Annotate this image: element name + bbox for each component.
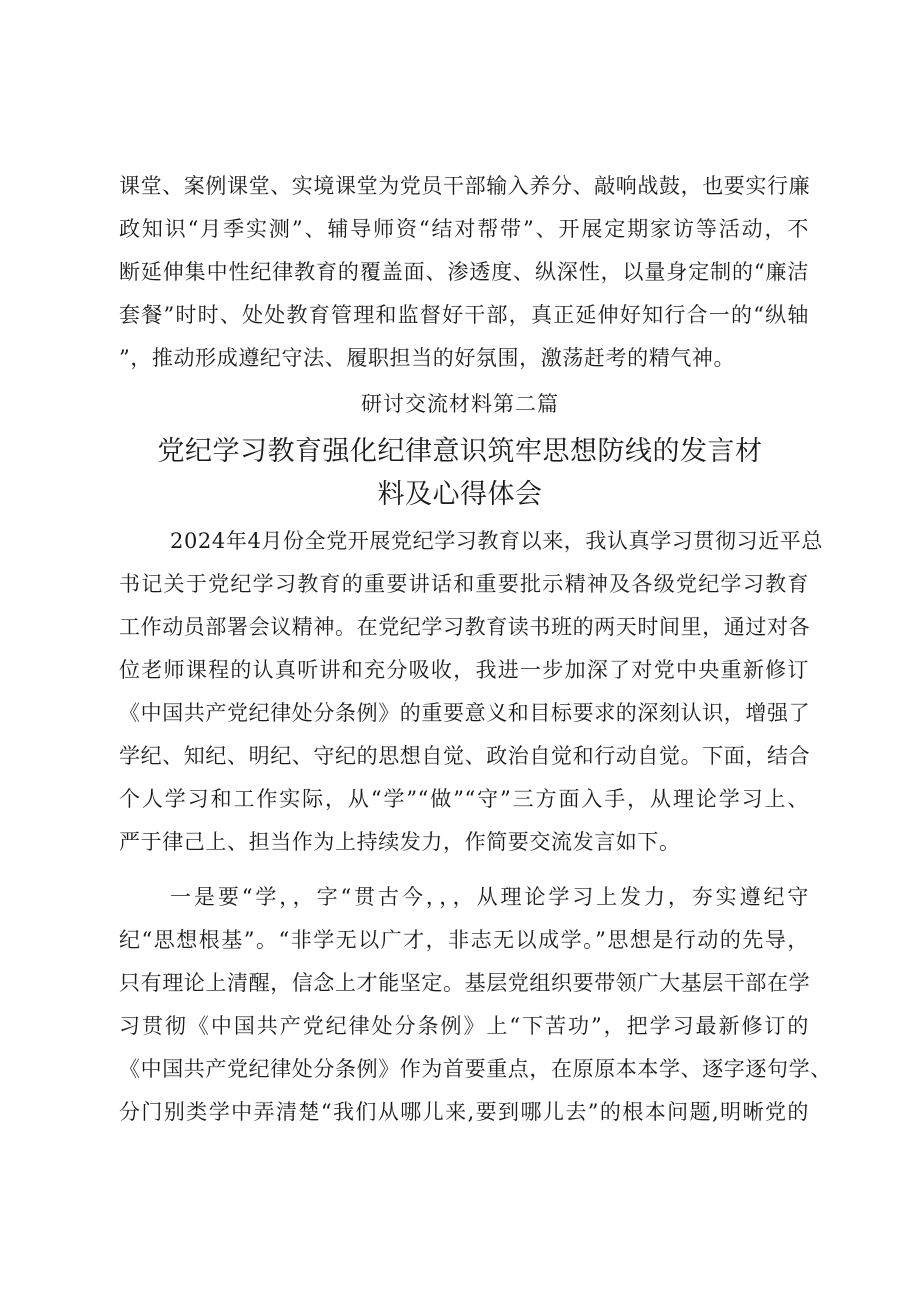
paragraph-2-line-3: 只有理论上清醒，信念上才能坚定。基层党组织要带领广大基层干部在学 — [119, 971, 811, 995]
paragraph-1-line-1: 2024年4月份全党开展党纪学习教育以来，我认真学习贯彻习近平总 — [170, 529, 824, 553]
continuation-line-1: 课堂、案例课堂、实境课堂为党员干部输入养分、敲响战鼓，也要实行廉 — [119, 174, 811, 198]
paragraph-2-line-4: 习贯彻《中国共产党纪律处分条例》上“下苦功”，把学习最新修订的 — [119, 1014, 809, 1038]
paragraph-1-line-3: 工作动员部署会议精神。在党纪学习教育读书班的两天时间里，通过对各 — [119, 615, 811, 639]
continuation-line-3: 断延伸集中性纪律教育的覆盖面、渗透度、纵深性，以量身定制的“廉洁 — [119, 260, 809, 284]
paragraph-1-line-2: 书记关于党纪学习教育的重要讲话和重要批示精神及各级党纪学习教育 — [119, 572, 809, 596]
section-subtitle: 研讨交流材料第二篇 — [361, 392, 559, 416]
paragraph-1-line-8: 严于律己上、担当作为上持续发力，作简要交流发言如下。 — [119, 830, 681, 854]
paragraph-2-line-2: 纪“思想根基”。“非学无以广才，非志无以成学。”思想是行动的先导， — [119, 928, 809, 952]
paragraph-1-line-4: 位老师课程的认真听讲和充分吸收，我进一步加深了对党中央重新修订 — [119, 658, 809, 682]
document-title-line-2: 料及心得体会 — [377, 479, 543, 510]
document-title-line-1: 党纪学习教育强化纪律意识筑牢思想防线的发言材 — [157, 436, 763, 467]
continuation-line-5: ”，推动形成遵纪守法、履职担当的好氛围，激荡赶考的精气神。 — [119, 346, 736, 370]
paragraph-2-line-1: 一是要“学，，字“贯古今，，，从理论学习上发力，夯实遵纪守 — [170, 885, 809, 909]
paragraph-1-line-5: 《中国共产党纪律处分条例》的重要意义和目标要求的深刻认识，增强了 — [119, 701, 811, 725]
continuation-line-2: 政知识“月季实测”、辅导师资“结对帮带”、开展定期家访等活动，不 — [119, 217, 809, 241]
paragraph-2-line-6: 分门别类学中弄清楚“我们从哪儿来,要到哪儿去”的根本问题,明晰党的 — [119, 1100, 809, 1124]
paragraph-1-line-7: 个人学习和工作实际，从“学”“做”“守”三方面入手，从理论学习上、 — [119, 787, 809, 811]
paragraph-2-line-5: 《中国共产党纪律处分条例》作为首要重点，在原原本本学、逐字逐句学、 — [119, 1057, 832, 1081]
continuation-line-4: 套餐”时时、处处教育管理和监督好干部，真正延伸好知行合一的“纵轴 — [119, 303, 809, 327]
paragraph-1-line-6: 学纪、知纪、明纪、守纪的思想自觉、政治自觉和行动自觉。下面，结合 — [119, 744, 811, 768]
